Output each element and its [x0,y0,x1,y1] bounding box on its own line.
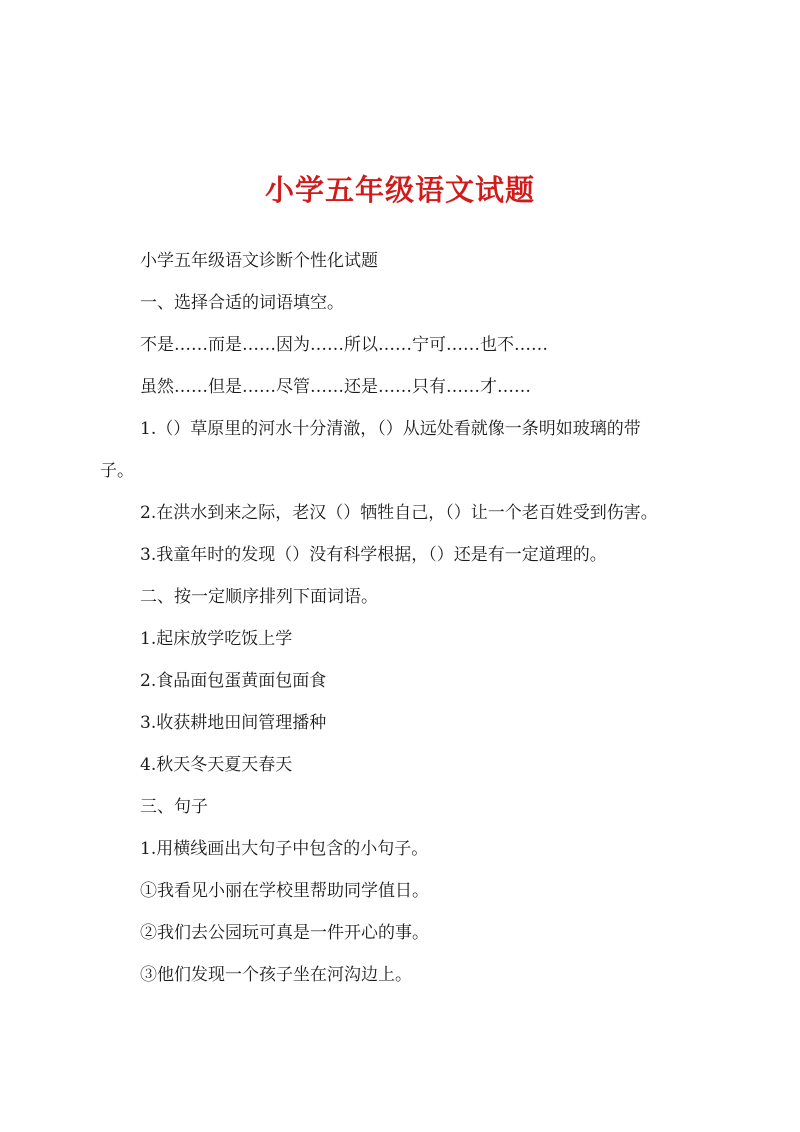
word-options-line-2: 虽然……但是……尽管……还是……只有……才…… [140,377,531,397]
question-2: 2.在洪水到来之际，老汉（）牺牲自己，（）让一个老百姓受到伤害。 [140,503,658,523]
ordering-item-1: 1.起床放学吃饭上学 [140,629,293,649]
sentence-item-1: ①我看见小丽在学校里帮助同学值日。 [140,881,429,901]
question-3: 3.我童年时的发现（）没有科学根据，（）还是有一定道理的。 [140,545,607,565]
section-heading-2: 二、按一定顺序排列下面词语。 [140,587,378,607]
question-1-line-2: 子。 [100,461,134,481]
ordering-item-3: 3.收获耕地田间管理播种 [140,713,327,733]
sentence-item-3: ③他们发现一个孩子坐在河沟边上。 [140,965,412,985]
question-1-line-1: 1.（）草原里的河水十分清澈，（）从远处看就像一条明如玻璃的带 [140,419,641,439]
document-body [100,240,700,996]
ordering-item-4: 4.秋天冬天夏天春天 [140,755,293,775]
section-heading-3: 三、句子 [140,797,208,817]
section-heading-1: 一、选择合适的词语填空。 [140,293,344,313]
document-title: 小学五年级语文试题 [264,173,535,207]
ordering-item-2: 2.食品面包蛋黄面包面食 [140,671,327,691]
sentence-item-2: ②我们去公园玩可真是一件开心的事。 [140,923,429,943]
word-options-line-1: 不是……而是……因为……所以……宁可……也不…… [140,335,548,355]
subtitle-line: 小学五年级语文诊断个性化试题 [140,251,378,271]
sentence-instruction: 1.用横线画出大句子中包含的小句子。 [140,839,429,859]
